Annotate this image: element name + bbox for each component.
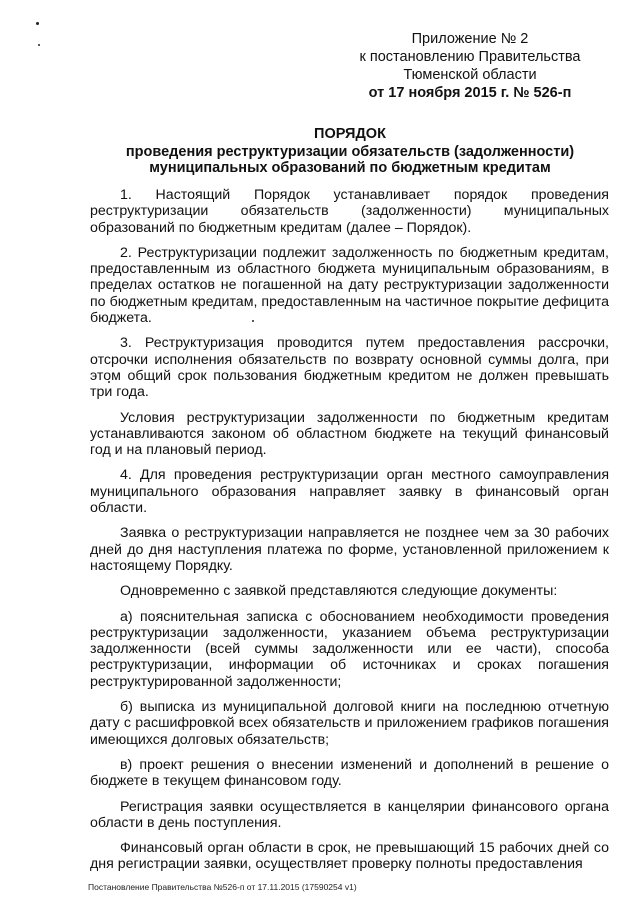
list-item-a: а) пояснительная записка с обоснованием необходимости проведения реструктуризации задолженности, указанием объема реструктуризации задолженности (всей суммы задолженности или ее части), способа реструктуризации, информации об источниках и сроках погашения реструктурированной задолженности;: [90, 608, 609, 690]
paragraph-3: 3. Реструктуризация проводится путем предоставления рассрочки, отсрочки исполнения обязательств по возврату основной суммы долга, при этом общий срок пользования бюджетным кредитом не должен превышать три года.: [90, 335, 609, 401]
appendix-header: [340, 30, 600, 102]
paragraph-2: 2. Реструктуризации подлежит задолженность по бюджетным кредитам, предоставленным из областного бюджета муниципальным образованиям, в пределах остатков не погашенной на дату реструктуризации задолженности по бюджетным кредитам, предоставленным на частичное покрытие дефицита бюджета.: [90, 244, 609, 327]
appendix-reference: к постановлению Правительства: [359, 49, 581, 65]
page-footer: Постановление Правительства №526-п от 17.11.2015 (17590254 v1): [88, 882, 357, 892]
document-body: [90, 187, 609, 882]
paragraph-4-deadline: Заявка о реструктуризации направляется не позднее чем за 30 рабочих дней до дня наступления платежа по форме, установленной приложением к настоящему Порядку.: [90, 525, 609, 574]
paragraph-3-conditions: Условия реструктуризации задолженности по бюджетным кредитам устанавливаются законом об областном бюджете на текущий финансовый год и на плановый период.: [90, 409, 609, 459]
appendix-region: Тюменской области: [403, 67, 537, 83]
list-item-c: в) проект решения о внесении изменений и дополнений в решение о бюджете в текущем финансовом году.: [90, 756, 609, 790]
list-item-b: б) выписка из муниципальной долговой книги на последнюю отчетную дату с расшифровкой всех обязательств и приложением графиков погашения имеющихся долговых обязательств;: [90, 699, 609, 748]
title-subtitle-line2: муниципальных образований по бюджетным кредитам: [149, 160, 551, 176]
appendix-number: Приложение № 2: [411, 31, 529, 47]
paragraph-1: 1. Настоящий Порядок устанавливает порядок проведения реструктуризации обязательств (задолженности) муниципальных образований по бюджетным кредитам (далее – Порядок).: [90, 187, 609, 236]
title-subtitle-line1: проведения реструктуризации обязательств (задолженности): [125, 144, 575, 160]
paragraph-4-documents: Одновременно с заявкой представляются следующие документы:: [120, 583, 558, 600]
document-title: [90, 126, 610, 176]
scan-speck: [36, 22, 39, 25]
paragraph-4: 4. Для проведения реструктуризации орган местного самоуправления муниципального образования направляет заявку в финансовый орган области.: [90, 467, 609, 517]
title-heading: ПОРЯДОК: [314, 126, 386, 142]
paragraph-review: Финансовый орган области в срок, не превышающий 15 рабочих дней со дня регистрации заявки, осуществляет проверку полноты предоставления: [90, 840, 609, 873]
paragraph-registration: Регистрация заявки осуществляется в канцелярии финансового органа области в день поступления.: [90, 798, 609, 831]
scan-speck: [38, 44, 40, 46]
appendix-date-number: от 17 ноября 2015 г. № 526-п: [368, 85, 572, 101]
